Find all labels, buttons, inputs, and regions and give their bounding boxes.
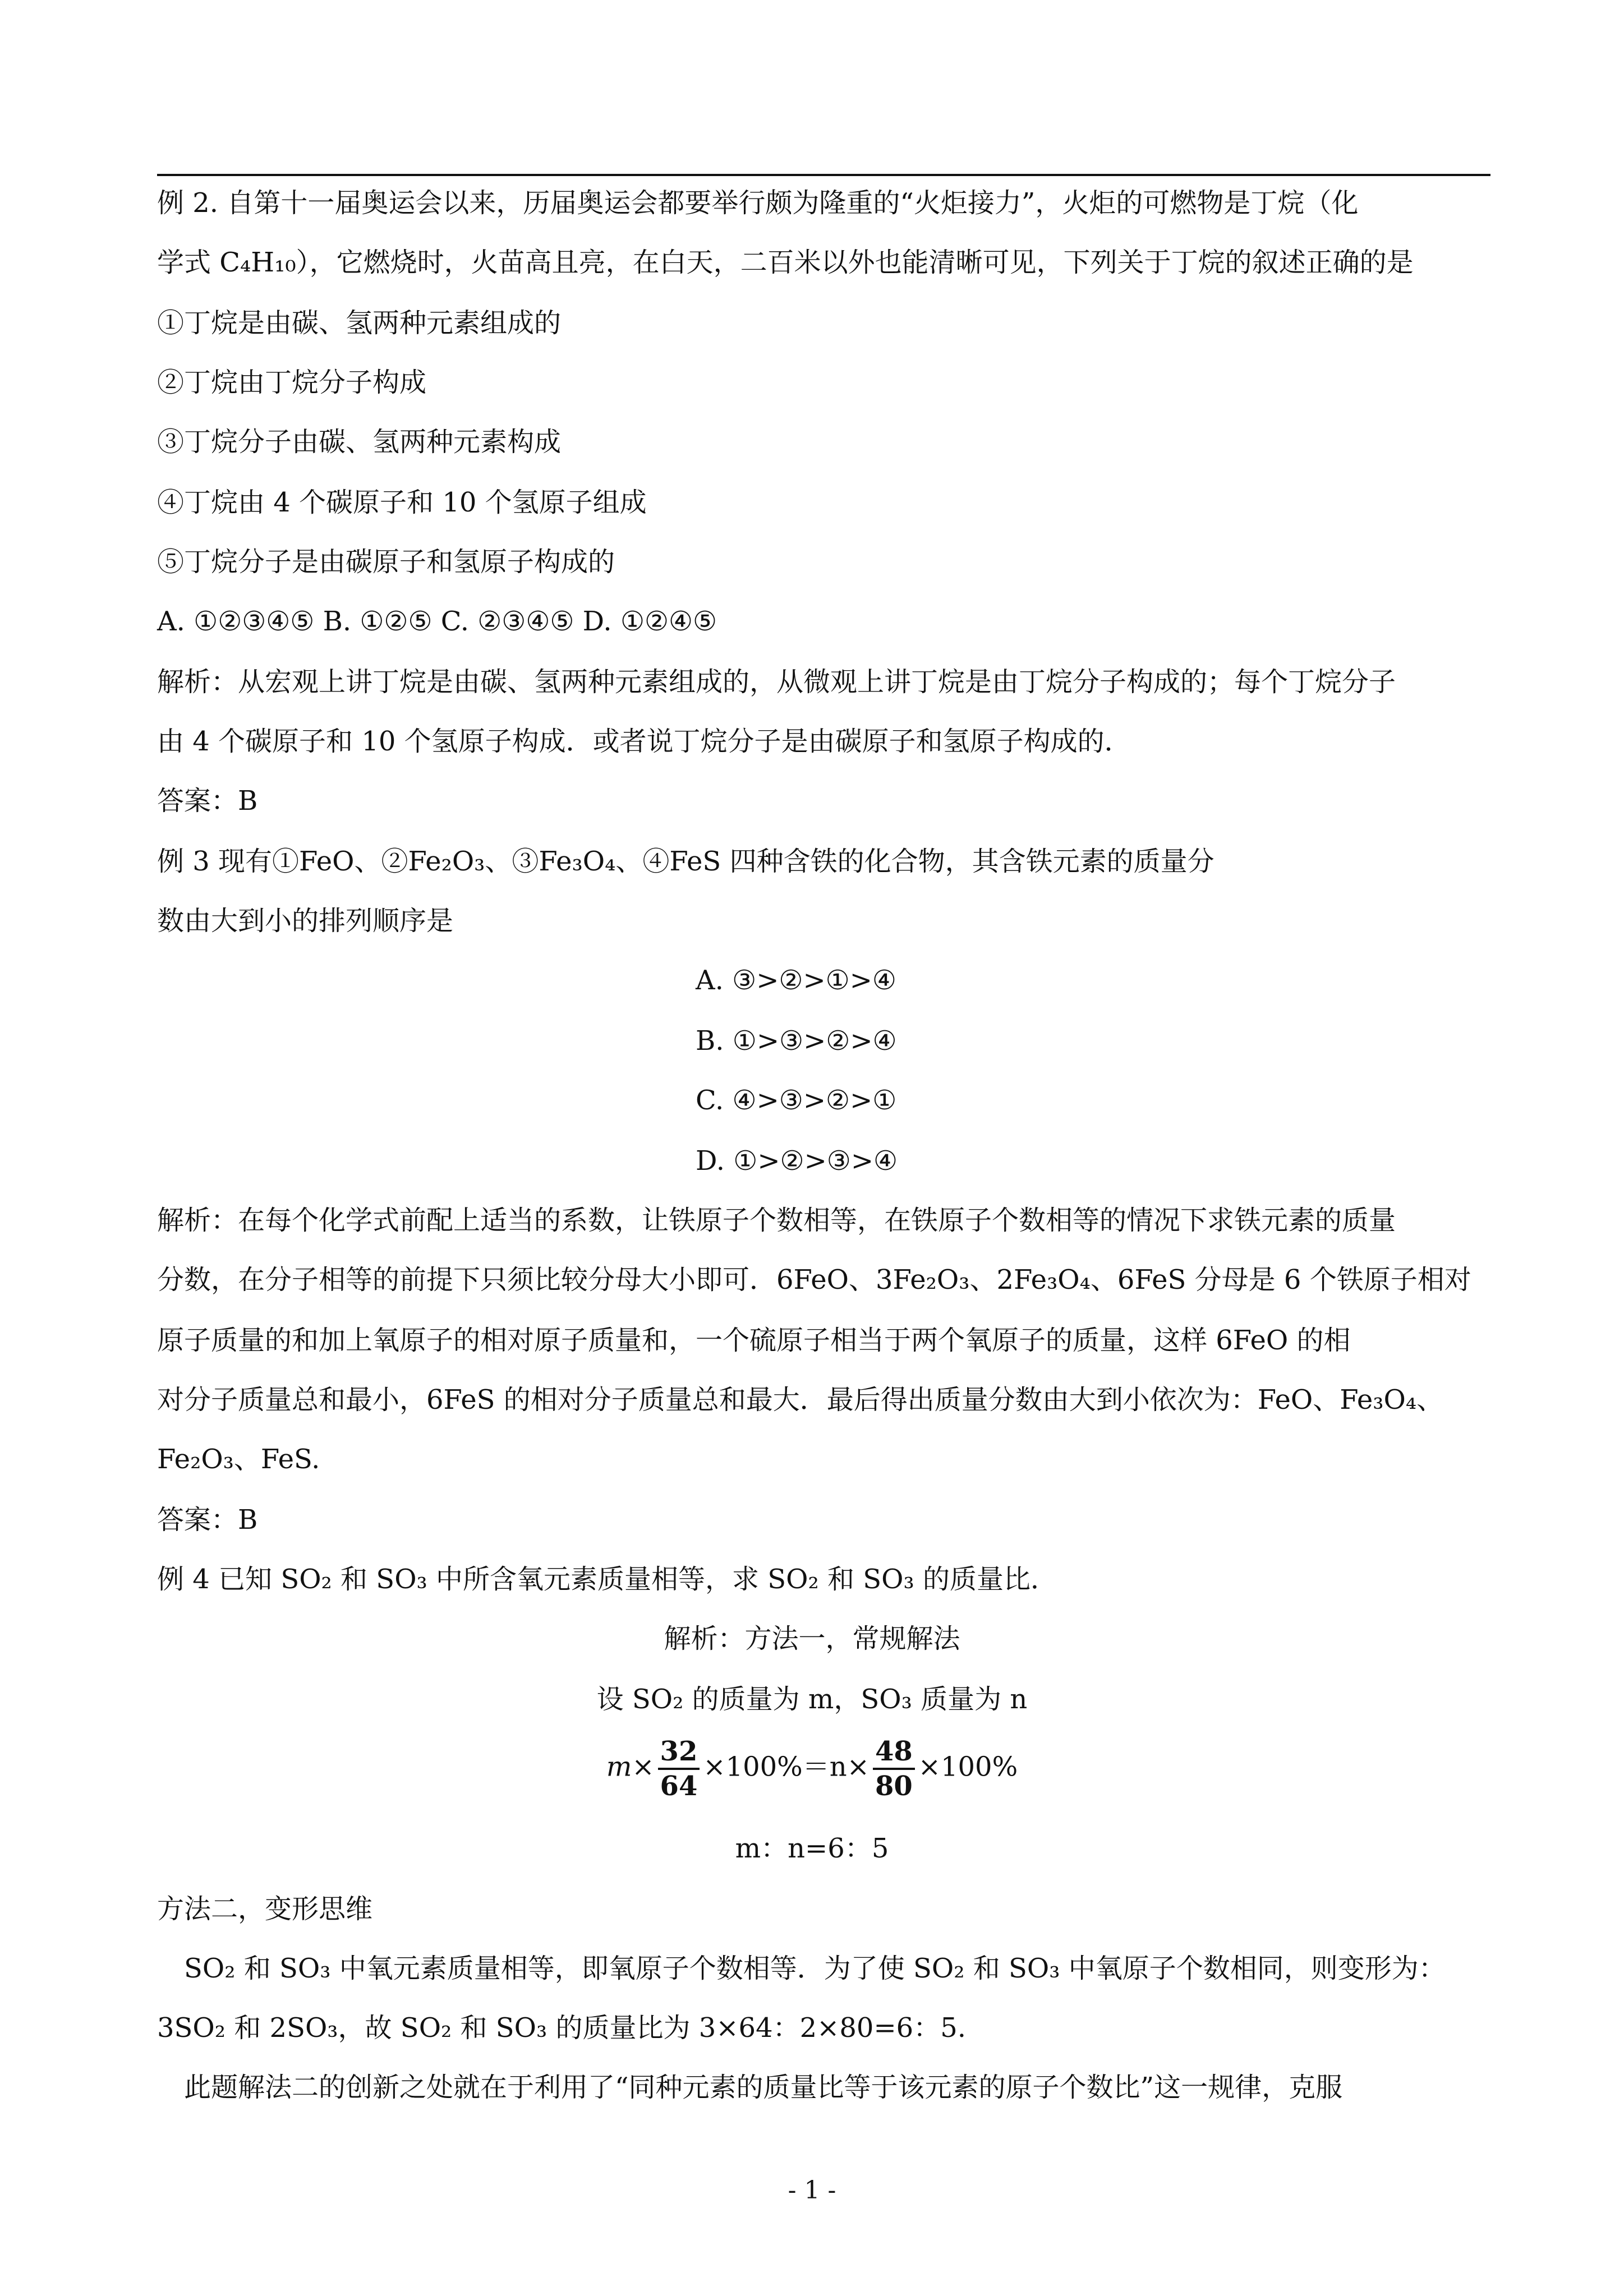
header-rule — [157, 174, 1490, 176]
method-1-heading: 解析：方法一，常规解法 — [664, 1623, 960, 1654]
fraction-numerator: 48 — [875, 1736, 913, 1767]
example-3-analysis-line-1: 解析：在每个化学式前配上适当的系数，让铁原子个数相等，在铁原子个数相等的情况下求铁元素的质量 — [157, 1205, 1396, 1236]
equation-left-term: m× — [606, 1751, 655, 1783]
fraction-48-80 — [873, 1735, 915, 1802]
fraction-denominator: 80 — [873, 1768, 915, 1802]
example-3-option-a: A. ③>②>①>④ — [696, 965, 896, 996]
example-3-answer: 答案：B — [157, 1504, 258, 1536]
statement-4: ④丁烷由 4 个碳原子和 10 个氢原子组成 — [157, 487, 647, 518]
example-2-answer: 答案：B — [157, 785, 258, 817]
equation-middle-term: ×100%＝n× — [703, 1751, 869, 1783]
method-2-line-1: SO₂ 和 SO₃ 中氧元素质量相等，即氧原子个数相等．为了使 SO₂ 和 SO₃ 中氧原子个数相同，则变形为： — [184, 1953, 1446, 1984]
fraction-denominator: 64 — [658, 1768, 700, 1802]
method-2-heading: 方法二，变形思维 — [157, 1893, 373, 1925]
example-2-options: A. ①②③④⑤ B. ①②⑤ C. ②③④⑤ D. ①②④⑤ — [157, 606, 717, 637]
example-2-analysis-line-1: 解析：从宏观上讲丁烷是由碳、氢两种元素组成的，从微观上讲丁烷是由丁烷分子构成的；每个丁烷分子 — [157, 666, 1396, 698]
example-3-analysis-line-3: 原子质量的和加上氧原子的相对原子质量和，一个硫原子相当于两个氧原子的质量，这样 6FeO 的相 — [157, 1325, 1351, 1356]
method-2-line-2: 3SO₂ 和 2SO₃，故 SO₂ 和 SO₃ 的质量比为 3×64：2×80=6：5. — [157, 2012, 967, 2044]
example-3-analysis-line-2: 分数，在分子相等的前提下只须比较分母大小即可．6FeO、3Fe₂O₃、2Fe₃O₄、6FeS 分母是 6 个铁原子相对 — [157, 1264, 1471, 1295]
statement-5: ⑤丁烷分子是由碳原子和氢原子构成的 — [157, 546, 615, 578]
fraction-32-64 — [658, 1735, 700, 1802]
closing-remark: 此题解法二的创新之处就在于利用了“同种元素的质量比等于该元素的原子个数比”这一规律，克服 — [184, 2072, 1343, 2103]
example-3-analysis-line-4: 对分子质量总和最小，6FeS 的相对分子质量总和最大．最后得出质量分数由大到小依次为：FeO、Fe₃O₄、 — [157, 1384, 1444, 1416]
example-4-question: 例 4 已知 SO₂ 和 SO₃ 中所含氧元素质量相等，求 SO₂ 和 SO₃ 的质量比． — [157, 1564, 1058, 1595]
statement-1: ①丁烷是由碳、氢两种元素组成的 — [157, 307, 562, 339]
example-3-option-c: C. ④>③>②>① — [696, 1085, 897, 1116]
example-3-question-line-2: 数由大到小的排列顺序是 — [157, 905, 454, 937]
method-1-setup: 设 SO₂ 的质量为 m，SO₃ 质量为 n — [596, 1684, 1028, 1715]
mass-ratio-result: m：n=6：5 — [735, 1833, 889, 1864]
example-3-option-d: D. ①>②>③>④ — [696, 1145, 898, 1177]
page-number: - 1 - — [788, 2176, 836, 2205]
mass-fraction-equation — [0, 1735, 1624, 1802]
example-2-question-line-1: 例 2. 自第十一届奥运会以来，历届奥运会都要举行颇为隆重的“火炬接力”，火炬的可燃物是丁烷（化 — [157, 187, 1359, 219]
equation-right-term: ×100% — [918, 1751, 1018, 1783]
example-3-analysis-line-5: Fe₂O₃、FeS. — [157, 1444, 320, 1475]
example-2-analysis-line-2: 由 4 个碳原子和 10 个氢原子构成．或者说丁烷分子是由碳原子和氢原子构成的． — [157, 726, 1131, 757]
fraction-numerator: 32 — [660, 1736, 698, 1767]
example-3-question-line-1: 例 3 现有①FeO、②Fe₂O₃、③Fe₃O₄、④FeS 四种含铁的化合物，其含铁元素的质量分 — [157, 846, 1214, 877]
example-3-option-b: B. ①>③>②>④ — [696, 1025, 897, 1057]
statement-3: ③丁烷分子由碳、氢两种元素构成 — [157, 426, 562, 458]
statement-2: ②丁烷由丁烷分子构成 — [157, 367, 427, 398]
example-2-question-line-2: 学式 C₄H₁₀），它燃烧时，火苗高且亮，在白天，二百米以外也能清晰可见，下列关于丁烷的叙述正确的是 — [157, 247, 1414, 278]
